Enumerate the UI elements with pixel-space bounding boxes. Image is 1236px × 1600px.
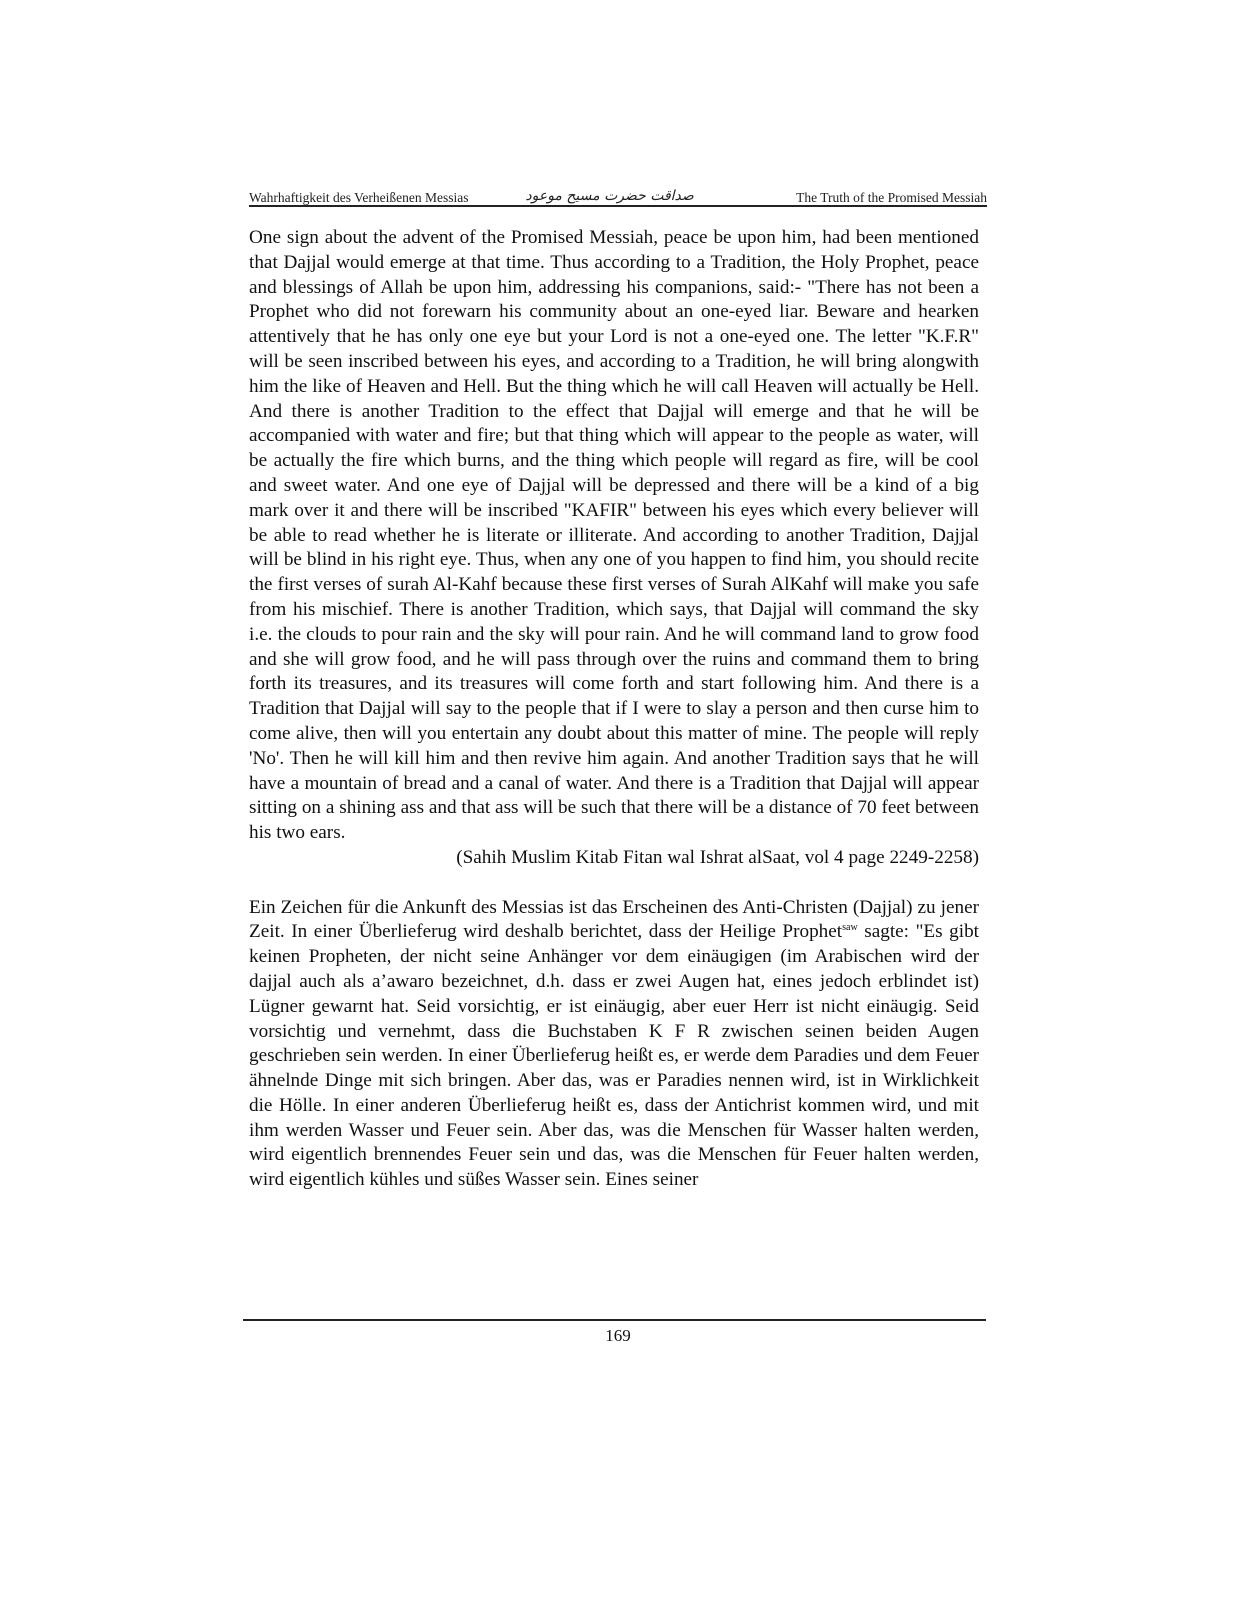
header-divider — [249, 205, 987, 207]
footer-divider — [243, 1319, 986, 1321]
document-page — [249, 0, 987, 1600]
english-paragraph: One sign about the advent of the Promised Messiah, peace be upon him, had been mentioned that Dajjal would emerge at that time. Thus according to a Tradition, the Holy Prophet, peace and blessings of Allah be upon him, addressing his companions, said:- "There has not been a Prophet who did not forewarn his community about an one-eyed liar. Beware and hearken attentively that he has only one eye but your Lord is not a one-eyed one. The letter "K.F.R" will be seen inscribed between his eyes, and according to a Tradition, he will bring alongwith him the like of Heaven and Hell. But the thing which he will call Heaven will actually be Hell. And there is another Tradition to the effect that Dajjal will emerge and that he will be accompanied with water and fire; but that thing which will appear to the people as water, will be actually the fire which burns, and the thing which people will regard as fire, will be cool and sweet water. And one eye of Dajjal will be depressed and there will be a kind of a big mark over it and there will be inscribed "KAFIR" between his eyes which every believer will be able to read whether he is literate or illiterate. And according to another Tradition, Dajjal will be blind in his right eye. Thus, when any one of you happen to find him, you should recite the first verses of surah Al-Kahf because these first verses of Surah AlKahf will make you safe from his mischief. There is another Tradition, which says, that Dajjal will command the sky i.e. the clouds to pour rain and the sky will pour rain. And he will command land to grow food and she will grow food, and he will pass through over the ruins and command them to bring forth its treasures, and its treasures will come forth and start following him. And there is a Tradition that Dajjal will say to the people that if I were to slay a person and then curse him to come alive, then will you entertain any doubt about this matter of mine. The people will reply 'No'. Then he will kill him and then revive him again. And another Tradition says that he will have a mountain of bread and a canal of water. And there is a Tradition that Dajjal will appear sitting on a shining ass and that ass will be such that there will be a distance of 70 feet between his two ears. — [249, 227, 979, 844]
body-text — [249, 226, 979, 1193]
german-paragraph — [249, 896, 979, 1194]
header-urdu-title: صداقت حضرت مسیح موعود — [525, 188, 694, 204]
header-english-title: The Truth of the Promised Messiah — [796, 190, 987, 205]
running-header — [249, 182, 987, 206]
header-german-title: Wahrhaftigkeit des Verheißenen Messias — [249, 190, 469, 205]
honorific-superscript: saw — [842, 922, 858, 934]
german-text-part-2: sagte: "Es gibt keinen Propheten, der nicht seine Anhänger vor dem einäugigen (im Arabischen wird der dajjal auch als a’awaro bezeichnet, d.h. dass er zwei Augen hat, eines jedoch erblindet ist) Lügner gewarnt hat. Seid vorsichtig, er ist einäugig, aber euer Herr ist nicht einäugig. Seid vorsichtig und vernehmt, dass die Buchstaben K F R zwischen seinen beiden Augen geschrieben sein werden. In einer Überlieferug heißt es, er werde dem Paradies und dem Feuer ähnelnde Dinge mit sich bringen. Aber das, was er Paradies nennen wird, ist in Wirklichkeit die Hölle. In einer anderen Überlieferug heißt es, dass der Antichrist kommen wird, und mit ihm werden Wasser und Feuer sein. Aber das, was die Menschen für Wasser halten werden, wird eigentlich brennendes Feuer sein und das, was die Menschen für Feuer halten werden, wird eigentlich kühles und süßes Wasser sein. Eines seiner — [249, 921, 980, 1191]
page-number: 169 — [605, 1326, 631, 1345]
german-text-part-1: Ein Zeichen für die Ankunft des Messias ist das Erscheinen des Anti-Christen (Dajjal) zu jener Zeit. In einer Überlieferug wird deshalb berichtet, dass der Heilige Prophet — [249, 896, 979, 943]
citation: (Sahih Muslim Kitab Fitan wal Ishrat alSaat, vol 4 page 2249-2258) — [456, 846, 979, 868]
